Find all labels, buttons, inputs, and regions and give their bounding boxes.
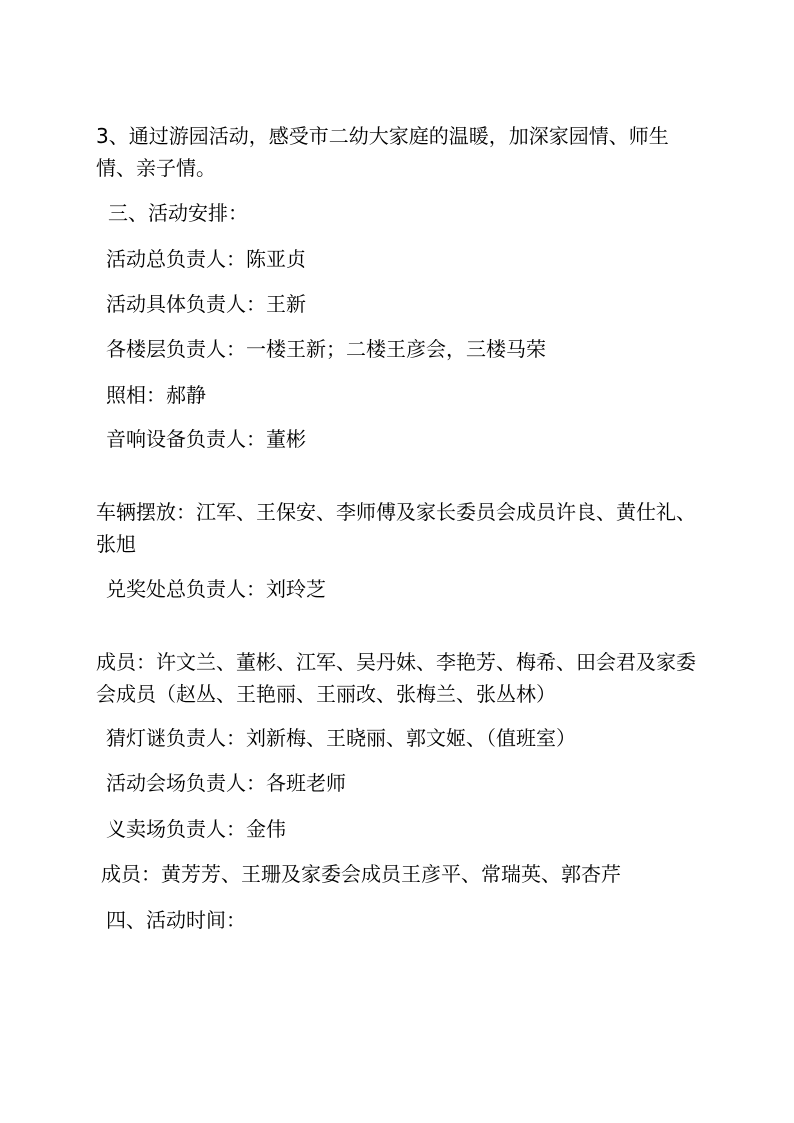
lantern-riddle-leads: 猜灯谜负责人：刘新梅、王晓丽、郭文姬、（值班室） <box>106 726 576 750</box>
audio-equipment-lead: 音响设备负责人：董彬 <box>106 427 306 451</box>
general-lead: 活动总负责人：陈亚贞 <box>106 247 306 271</box>
vehicle-parking: 车辆摆放：江军、王保安、李师傅及家长委员会成员许良、黄仕礼、张旭 <box>96 500 696 556</box>
section-heading-activity-time: 四、活动时间： <box>106 908 246 932</box>
section-heading-activity-arrangement: 三、活动安排： <box>108 201 248 225</box>
charity-sale-lead: 义卖场负责人：金伟 <box>106 817 286 841</box>
venue-leads: 活动会场负责人：各班老师 <box>106 771 346 795</box>
goal-item-3: 3、通过游园活动，感受市二幼大家庭的温暖，加深家园情、师生情、亲子情。 <box>96 124 669 180</box>
specific-lead: 活动具体负责人：王新 <box>106 292 306 316</box>
prize-desk-lead: 兑奖处总负责人：刘玲芝 <box>106 577 326 601</box>
prize-desk-members: 成员：许文兰、董彬、江军、吴丹妹、李艳芳、梅希、田会君及家委会成员（赵丛、王艳丽、王丽改、张梅兰、张丛林） <box>96 650 696 706</box>
charity-sale-members: 成员：黄芳芳、王珊及家委会成员王彦平、常瑞英、郭杏芹 <box>101 862 621 886</box>
photography-lead: 照相：郝静 <box>106 383 206 407</box>
floor-leads: 各楼层负责人：一楼王新；二楼王彦会，三楼马荣 <box>106 337 546 361</box>
